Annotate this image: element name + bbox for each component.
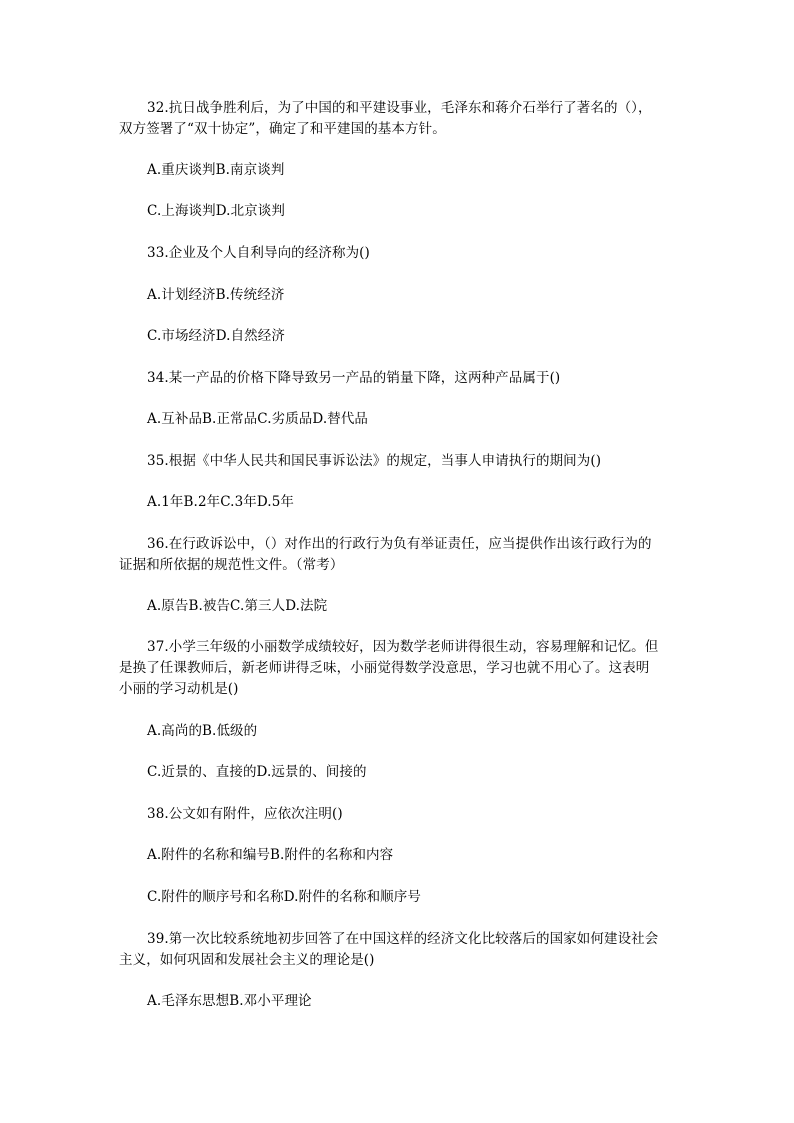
question-33: 33.企业及个人自利导向的经济称为() (147, 245, 370, 261)
question-37-line-2: 是换了任课教师后，新老师讲得乏味，小丽觉得数学没意思，学习也就不用心了。这表明 (119, 660, 650, 676)
question-37-line-1: 37.小学三年级的小丽数学成绩较好，因为数学老师讲得很生动，容易理解和记忆。但 (147, 639, 659, 655)
question-32-line-2: 双方签署了“双十协定”，确定了和平建国的基本方针。 (119, 121, 446, 137)
question-36-line-2: 证据和所依据的规范性文件。（常考） (119, 557, 344, 573)
question-32-options-cd: C.上海谈判D.北京谈判 (147, 203, 285, 219)
question-34-options: A.互补品B.正常品C.劣质品D.替代品 (147, 411, 369, 427)
question-38-options-ab: A.附件的名称和编号B.附件的名称和内容 (147, 847, 394, 863)
question-39-line-1: 39.第一次比较系统地初步回答了在中国这样的经济文化比较落后的国家如何建设社会 (147, 931, 659, 947)
question-37-options-cd: C.近景的、直接的D.远景的、间接的 (147, 764, 367, 780)
question-35-options: A.1年B.2年C.3年D.5年 (147, 494, 294, 510)
question-39-options-ab: A.毛泽东思想B.邓小平理论 (147, 993, 312, 1009)
question-36-options: A.原告B.被告C.第三人D.法院 (147, 598, 328, 614)
question-32-options-ab: A.重庆谈判B.南京谈判 (147, 162, 285, 178)
question-36-line-1: 36.在行政诉讼中，（）对作出的行政行为负有举证责任，应当提供作出该行政行为的 (147, 536, 652, 552)
question-34: 34.某一产品的价格下降导致另一产品的销量下降，这两种产品属于() (147, 370, 561, 386)
question-35: 35.根据《中华人民共和国民事诉讼法》的规定，当事人申请执行的期间为() (147, 453, 602, 469)
question-38: 38.公文如有附件，应依次注明() (147, 806, 343, 822)
question-33-options-ab: A.计划经济B.传统经济 (147, 287, 285, 303)
question-37-line-3: 小丽的学习动机是() (119, 681, 239, 697)
question-39-line-2: 主义，如何巩固和发展社会主义的理论是() (119, 952, 375, 968)
question-38-options-cd: C.附件的顺序号和名称D.附件的名称和顺序号 (147, 889, 421, 905)
question-37-options-ab: A.高尚的B.低级的 (147, 723, 258, 739)
question-33-options-cd: C.市场经济D.自然经济 (147, 328, 285, 344)
question-32-line-1: 32.抗日战争胜利后，为了中国的和平建设事业，毛泽东和蒋介石举行了著名的（）， (147, 100, 652, 116)
